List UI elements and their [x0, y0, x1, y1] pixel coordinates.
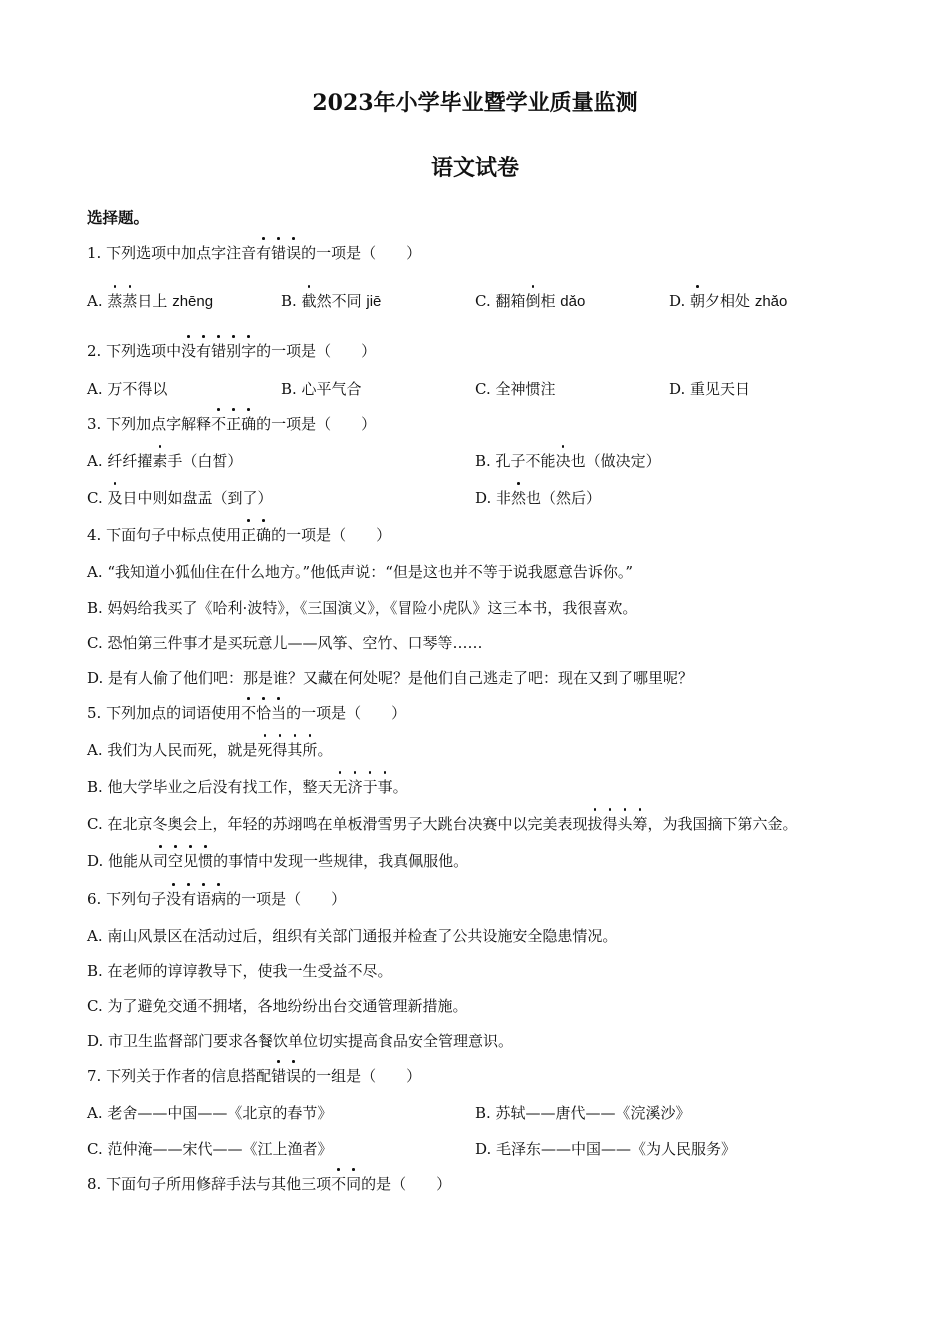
q6-option-c: C. 为了避免交通不拥堵，各地纷纷出台交通管理新措施。	[87, 997, 468, 1015]
q6-option-d: D. 市卫生监督部门要求各餐饮单位切实提高食品安全管理意识。	[87, 1032, 514, 1050]
question-3: 3. 下列加点字解释不正确的一项是（ ）	[87, 415, 377, 433]
q2-option-c: C. 全神惯注	[475, 380, 556, 398]
q3-option-c: C. 及日中则如盘盂（到了）	[87, 489, 273, 507]
q7-option-c: C. 范仲淹——宋代——《江上渔者》	[87, 1140, 333, 1158]
q3-option-a: A. 纤纤擢素手（白皙）	[87, 452, 243, 470]
q7-option-d: D. 毛泽东——中国——《为人民服务》	[475, 1140, 737, 1158]
q6-option-a: A. 南山风景区在活动过后，组织有关部门通报并检查了公共设施安全隐患情况。	[87, 927, 618, 945]
q5-option-a: A. 我们为人民而死，就是死得其所。	[87, 741, 333, 759]
q1-option-a: A. 蒸蒸日上 zhēng	[87, 292, 214, 310]
q1-option-b: B. 截然不同 jiē	[281, 292, 382, 310]
q4-option-d: D. 是有人偷了他们吧：那是谁？又藏在何处呢？是他们自己逃走了吧：现在又到了哪里呢？	[87, 669, 694, 687]
q7-option-a: A. 老舍——中国——《北京的春节》	[87, 1104, 333, 1122]
q4-option-a: A. “我知道小狐仙住在什么地方。”他低声说：“但是这也并不等于说我愿意告诉你。”	[87, 563, 634, 581]
question-8: 8. 下面句子所用修辞手法与其他三项不同的是（ ）	[87, 1175, 452, 1193]
q5-option-c: C. 在北京冬奥会上，年轻的苏翊鸣在单板滑雪男子大跳台决赛中以完美表现拔得头筹，为我国摘下第六金。	[87, 815, 798, 833]
q4-option-b: B. 妈妈给我买了《哈利·波特》，《三国演义》，《冒险小虎队》这三本书，我很喜欢。	[87, 599, 638, 617]
q2-option-b: B. 心平气合	[281, 380, 362, 398]
question-1: 1. 下列选项中加点字注音有错误的一项是（ ）	[87, 244, 422, 262]
question-4: 4. 下面句子中标点使用正确的一项是（ ）	[87, 526, 392, 544]
exam-subtitle: 语文试卷	[430, 155, 519, 181]
section-heading: 选择题。	[87, 208, 150, 227]
q5-option-d: D. 他能从司空见惯的事情中发现一些规律，我真佩服他。	[87, 852, 469, 870]
q3-option-b: B. 孔子不能决也（做决定）	[475, 452, 661, 470]
q7-option-b: B. 苏轼——唐代——《浣溪沙》	[475, 1104, 691, 1122]
q4-option-c: C. 恐怕第三件事才是买玩意儿——风筝、空竹、口琴等……	[87, 634, 483, 652]
q1-option-c: C. 翻箱倒柜 dǎo	[475, 292, 586, 310]
question-5: 5. 下列加点的词语使用不恰当的一项是（ ）	[87, 704, 407, 722]
q1-option-d: D. 朝夕相处 zhǎo	[669, 292, 788, 310]
q2-option-a: A. 万不得以	[87, 380, 168, 398]
question-2: 2. 下列选项中没有错别字的一项是（ ）	[87, 342, 377, 360]
q6-option-b: B. 在老师的谆谆教导下，使我一生受益不尽。	[87, 962, 393, 980]
question-7: 7. 下列关于作者的信息搭配错误的一组是（ ）	[87, 1067, 422, 1085]
question-6: 6. 下列句子没有语病的一项是（ ）	[87, 890, 347, 908]
exam-title: 2023年小学毕业暨学业质量监测	[312, 90, 638, 116]
q2-option-d: D. 重见天日	[669, 380, 751, 398]
q3-option-d: D. 非然也（然后）	[475, 489, 602, 507]
q5-option-b: B. 他大学毕业之后没有找工作，整天无济于事。	[87, 778, 408, 796]
